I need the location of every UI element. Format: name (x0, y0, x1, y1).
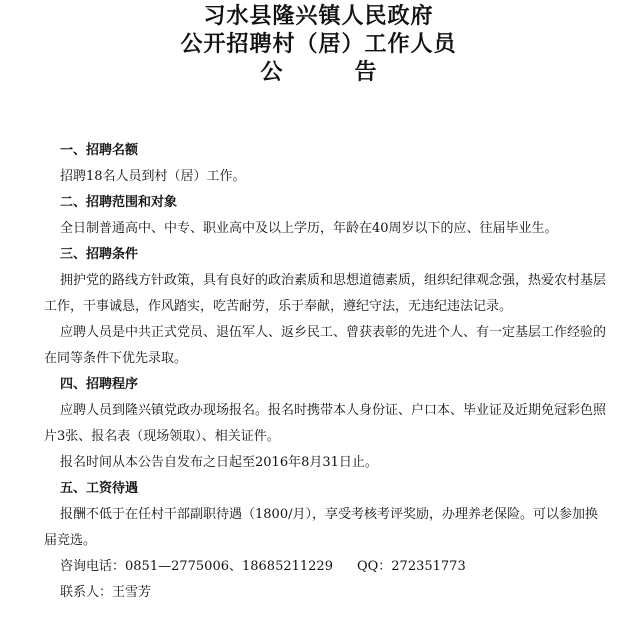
title-char-gong: 公 (260, 59, 283, 85)
notice-title-block (0, 2, 637, 86)
section-2-heading: 二、招聘范围和对象 (60, 195, 178, 210)
notice-body (44, 138, 620, 606)
section-5-text-1: 报酬不低于在任村干部副职待遇（1800/月），享受考核考评奖励，办理养老保险。可以参加换 (60, 507, 598, 522)
title-line-2: 公开招聘村（居）工作人员 (180, 31, 457, 57)
section-3-text-2: 工作，干事诚恳，作风踏实，吃苦耐劳，乐于奉献，遵纪守法，无违纪违法记录。 (44, 299, 513, 314)
section-4-text-2: 片3张、报名表（现场领取）、相关证件。 (44, 429, 280, 444)
section-3-text-3: 应聘人员是中共正式党员、退伍军人、返乡民工、曾获表彰的先进个人、有一定基层工作经验的 (60, 325, 607, 340)
section-1-text: 招聘18名人员到村（居）工作。 (60, 169, 246, 184)
section-4-text-3: 报名时间从本公告自发布之日起至2016年8月31日止。 (60, 455, 378, 470)
title-char-gao: 告 (354, 59, 377, 85)
section-5-heading: 五、工资待遇 (60, 481, 139, 496)
contact-line (60, 554, 620, 580)
section-3-text-4: 在同等条件下优先录取。 (44, 351, 188, 366)
contact-phone: 咨询电话：0851—2775006、18685211229 (60, 559, 333, 574)
contact-qq: QQ：272351773 (356, 559, 466, 574)
contact-person: 联系人：王雪芳 (60, 585, 152, 600)
section-3-text-1: 拥护党的路线方针政策，具有良好的政治素质和思想道德素质，组织纪律观念强，热爱农村基层 (60, 273, 607, 288)
title-line-1: 习水县隆兴镇人民政府 (203, 3, 434, 29)
section-1-heading: 一、招聘名额 (60, 143, 139, 158)
section-2-text: 全日制普通高中、中专、职业高中及以上学历，年龄在40周岁以下的应、往届毕业生。 (60, 221, 558, 236)
title-line-3 (0, 58, 637, 86)
section-5-text-2: 届竞选。 (44, 533, 97, 548)
section-4-heading: 四、招聘程序 (60, 377, 139, 392)
section-4-text-1: 应聘人员到隆兴镇党政办现场报名。报名时携带本人身份证、户口本、毕业证及近期免冠彩色照 (60, 403, 607, 418)
section-3-heading: 三、招聘条件 (60, 247, 139, 262)
